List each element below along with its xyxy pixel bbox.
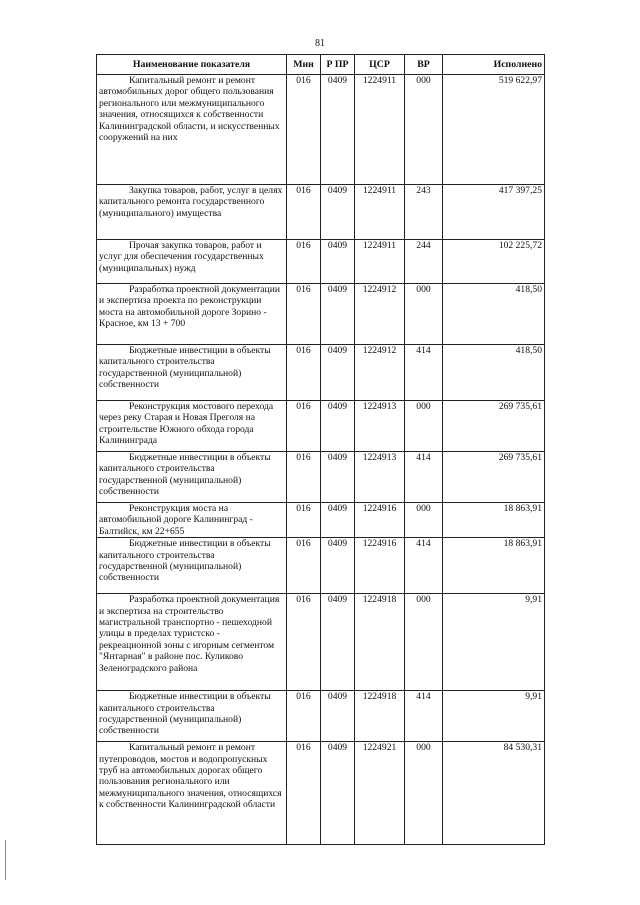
indicator-name-text: Реконструкция мостового перехода через реку Старая и Новая Преголя на строительстве Южного обхода города Калининграда <box>99 401 274 447</box>
indicator-name <box>97 284 287 345</box>
section-code: 0409 <box>321 538 355 594</box>
expense-type-code: 414 <box>405 452 443 503</box>
executed-amount: 18 863,91 <box>443 538 545 594</box>
indicator-name-text: Капитальный ремонт и ремонт автомобильных дорог общего пользования регионального или межмуниципального значения, относящихся к собственности Калининградской области, и искусственных сооружений на них <box>99 75 280 144</box>
ministry-code: 016 <box>287 594 321 691</box>
table-row <box>97 75 545 185</box>
ministry-code: 016 <box>287 452 321 503</box>
expense-type-code: 414 <box>405 538 443 594</box>
column-header-rpr: Р ПР <box>321 55 355 75</box>
indicator-name <box>97 75 287 185</box>
table-row <box>97 345 545 401</box>
indicator-name-text: Закупка товаров, работ, услуг в целях капитального ремонта государственного (муниципального) имущества <box>99 185 283 219</box>
section-code: 0409 <box>321 345 355 401</box>
ministry-code: 016 <box>287 401 321 452</box>
target-article-code: 1224916 <box>355 503 405 538</box>
executed-amount: 269 735,61 <box>443 401 545 452</box>
table-row <box>97 185 545 240</box>
indicator-name <box>97 185 287 240</box>
column-header-vr: ВР <box>405 55 443 75</box>
indicator-name-text: Разработка проектной документации и экспертиза проекта по реконструкции моста на автомобильной дороге Зорино - Красное, км 13 + 700 <box>99 284 280 330</box>
ministry-code: 016 <box>287 284 321 345</box>
expense-type-code: 000 <box>405 75 443 185</box>
expense-type-code: 000 <box>405 594 443 691</box>
column-header-amount: Исполнено <box>443 55 545 75</box>
section-code: 0409 <box>321 401 355 452</box>
indicator-name <box>97 345 287 401</box>
column-header-min: Мин <box>287 55 321 75</box>
target-article-code: 1224912 <box>355 284 405 345</box>
indicator-name-text: Бюджетные инвестиции в объекты капитального строительства государственной (муниципальной) собственности <box>99 452 271 498</box>
section-code: 0409 <box>321 185 355 240</box>
ministry-code: 016 <box>287 240 321 284</box>
table-row <box>97 401 545 452</box>
indicator-name <box>97 691 287 742</box>
target-article-code: 1224918 <box>355 594 405 691</box>
table-row <box>97 691 545 742</box>
expense-type-code: 414 <box>405 345 443 401</box>
indicator-name-text: Реконструкция моста на автомобильной дороге Калининград - Балтийск, км 22+655 <box>99 503 253 537</box>
executed-amount: 9,91 <box>443 594 545 691</box>
indicator-name-text: Бюджетные инвестиции в объекты капитального строительства государственной (муниципальной) собственности <box>99 691 271 737</box>
target-article-code: 1224913 <box>355 452 405 503</box>
expense-type-code: 000 <box>405 401 443 452</box>
target-article-code: 1224913 <box>355 401 405 452</box>
table-header-row <box>97 55 545 75</box>
target-article-code: 1224911 <box>355 240 405 284</box>
table-row <box>97 452 545 503</box>
executed-amount: 417 397,25 <box>443 185 545 240</box>
ministry-code: 016 <box>287 185 321 240</box>
indicator-name-text: Разработка проектной документация и экспертиза на строительство магистральной транспортно - пешеходной улицы в пределах туристско - рекреационной зоны с игорным сегментом "Янтарная" в районе пос. Куликово Зеленоградского района <box>99 594 280 674</box>
indicator-name <box>97 742 287 845</box>
expense-type-code: 243 <box>405 185 443 240</box>
section-code: 0409 <box>321 240 355 284</box>
section-code: 0409 <box>321 594 355 691</box>
table-row <box>97 284 545 345</box>
indicator-name-text: Бюджетные инвестиции в объекты капитального строительства государственной (муниципальной) собственности <box>99 345 271 391</box>
executed-amount: 519 622,97 <box>443 75 545 185</box>
ministry-code: 016 <box>287 538 321 594</box>
section-code: 0409 <box>321 742 355 845</box>
indicator-name <box>97 538 287 594</box>
section-code: 0409 <box>321 691 355 742</box>
table-row <box>97 240 545 284</box>
executed-amount: 269 735,61 <box>443 452 545 503</box>
column-header-csr: ЦСР <box>355 55 405 75</box>
budget-execution-table <box>96 54 545 845</box>
executed-amount: 9,91 <box>443 691 545 742</box>
table-body <box>97 75 545 845</box>
table-row <box>97 594 545 691</box>
section-code: 0409 <box>321 503 355 538</box>
target-article-code: 1224912 <box>355 345 405 401</box>
expense-type-code: 000 <box>405 284 443 345</box>
table-row <box>97 538 545 594</box>
indicator-name-text: Прочая закупка товаров, работ и услуг для обеспечения государственных (муниципальных) нужд <box>99 240 264 274</box>
table-row <box>97 503 545 538</box>
expense-type-code: 000 <box>405 503 443 538</box>
expense-type-code: 244 <box>405 240 443 284</box>
target-article-code: 1224921 <box>355 742 405 845</box>
section-code: 0409 <box>321 75 355 185</box>
ministry-code: 016 <box>287 75 321 185</box>
indicator-name-text: Бюджетные инвестиции в объекты капитального строительства государственной (муниципальной) собственности <box>99 538 271 584</box>
indicator-name <box>97 452 287 503</box>
column-header-name: Наименование показателя <box>97 55 287 75</box>
target-article-code: 1224911 <box>355 185 405 240</box>
indicator-name <box>97 401 287 452</box>
executed-amount: 102 225,72 <box>443 240 545 284</box>
target-article-code: 1224918 <box>355 691 405 742</box>
page-number: 81 <box>315 38 325 49</box>
indicator-name-text: Капитальный ремонт и ремонт путепроводов, мостов и водопропускных труб на автомобильных дорогах общего пользования регионального или межмуниципального значения, относящихся к собственности Калининградской области <box>99 742 282 811</box>
section-code: 0409 <box>321 452 355 503</box>
target-article-code: 1224916 <box>355 538 405 594</box>
target-article-code: 1224911 <box>355 75 405 185</box>
margin-mark <box>5 840 6 880</box>
indicator-name <box>97 594 287 691</box>
ministry-code: 016 <box>287 691 321 742</box>
indicator-name <box>97 503 287 538</box>
indicator-name <box>97 240 287 284</box>
executed-amount: 18 863,91 <box>443 503 545 538</box>
executed-amount: 418,50 <box>443 284 545 345</box>
ministry-code: 016 <box>287 345 321 401</box>
executed-amount: 418,50 <box>443 345 545 401</box>
ministry-code: 016 <box>287 503 321 538</box>
section-code: 0409 <box>321 284 355 345</box>
executed-amount: 84 530,31 <box>443 742 545 845</box>
expense-type-code: 414 <box>405 691 443 742</box>
ministry-code: 016 <box>287 742 321 845</box>
table-row <box>97 742 545 845</box>
expense-type-code: 000 <box>405 742 443 845</box>
